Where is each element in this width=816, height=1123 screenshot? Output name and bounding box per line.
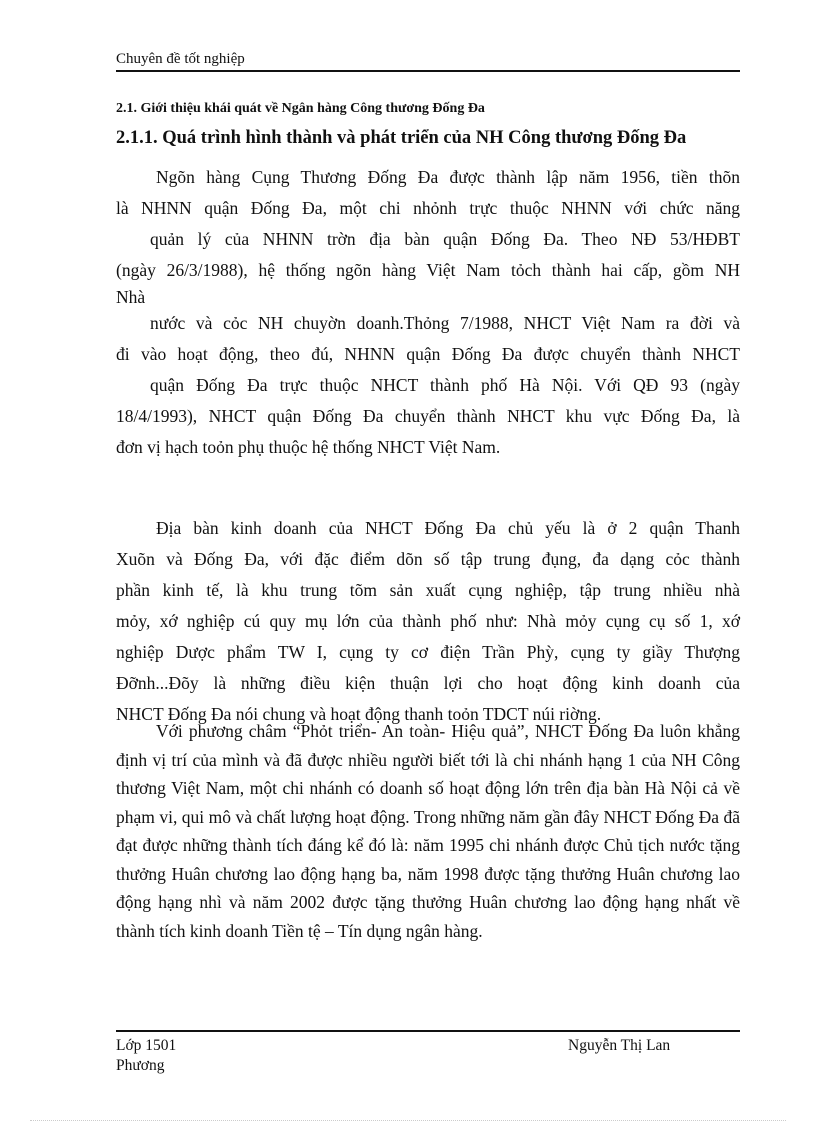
paragraph-line: mỏy, xớ nghiệp cú quy mụ lớn của thành phố như: Nhà mỏy cụng cụ số 1, xớ (116, 611, 740, 631)
page-header-title: Chuyên đề tốt nghiệp (116, 51, 245, 67)
paragraph-line: Ngõn hàng Cụng Thương Đống Đa được thành lập năm 1956, tiền thõn (156, 167, 740, 187)
paragraph-business-area (116, 513, 740, 730)
paragraph-line: NHCT Đống Đa nói chung và hoạt động thanh toỏn TDCT núi riờng. (116, 704, 602, 724)
footer-author-name: Nguyễn Thị Lan (568, 1037, 671, 1054)
subsection-title: 2.1.1. Quá trình hình thành và phát triển của NH Công thương Đống Đa (116, 128, 687, 148)
paragraph-line: nghiệp Dược phẩm TW I, cụng ty cơ điện Trần Phỳ, cụng ty giầy Thượng (116, 642, 740, 662)
paragraph-line: quản lý của NHNN trờn địa bàn quận Đống Đa. Theo NĐ 53/HĐBT (150, 229, 740, 249)
footer-divider (116, 1030, 740, 1032)
paragraph-line: đi vào hoạt động, theo đú, NHNN quận Đống Đa được chuyển thành NHCT (116, 344, 740, 364)
footer-author-surname: Phương (116, 1057, 165, 1074)
paragraph-line: (ngày 26/3/1988), hệ thống ngõn hàng Việt Nam tỏch thành hai cấp, gồm NH (116, 260, 740, 280)
paragraph-line: đơn vị hạch toỏn phụ thuộc hệ thống NHCT Việt Nam. (116, 437, 501, 457)
page-bottom-edge (30, 1120, 786, 1121)
footer-class-label: Lớp 1501 (116, 1037, 177, 1054)
paragraph-line: là NHNN quận Đống Đa, một chi nhỏnh trực thuộc NHNN với chức năng (116, 198, 740, 218)
paragraph-line: Đỡnh...Đõy là những điều kiện thuận lợi cho hoạt động kinh doanh của (116, 673, 740, 693)
paragraph-line: Địa bàn kinh doanh của NHCT Đống Đa chủ yếu là ở 2 quận Thanh (156, 518, 740, 538)
paragraph-line: Nhà (116, 287, 146, 307)
section-title: 2.1. Giới thiệu khái quát về Ngân hàng Công thương Đống Đa (116, 101, 485, 116)
paragraph-achievements: Với phương châm “Phỏt triển- An toàn- Hiệu quả”, NHCT Đống Đa luôn khẳng định vị trí của mình và đã được nhiều người biết tới là chi nhánh hạng 1 của NH Công thương Việt Nam, một chi nhánh có doanh số hoạt động lớn trên địa bàn Hà Nội cả về phạm vi, qui mô và chất lượng hoạt động. Trong những năm gần đây NHCT Đống Đa đã đạt được những thành tích đáng kể đó là: năm 1995 chi nhánh được Chủ tịch nước tặng thưởng Huân chương lao động hạng ba, năm 1998 được tặng thưởng Huân chương lao động hạng nhì và năm 2002 được tặng thưởng Huân chương lao động hạng nhất về thành tích kinh doanh Tiền tệ – Tín dụng ngân hàng. (116, 721, 740, 941)
paragraph-line: phần kinh tế, là khu trung tõm sản xuất cụng nghiệp, tập trung nhiều nhà (116, 580, 740, 600)
header-divider (116, 70, 740, 72)
paragraph-line: nước và cỏc NH chuyờn doanh.Thỏng 7/1988, NHCT Việt Nam ra đời và (150, 313, 740, 333)
paragraph-line: Xuõn và Đống Đa, với đặc điểm dõn số tập trung đụng, đa dạng cỏc thành (116, 549, 740, 569)
paragraph-line: quận Đống Đa trực thuộc NHCT thành phố Hà Nội. Với QĐ 93 (ngày (150, 375, 740, 395)
paragraph-history (116, 162, 740, 463)
paragraph-line: 18/4/1993), NHCT quận Đống Đa chuyển thành NHCT khu vực Đống Đa, là (116, 406, 740, 426)
